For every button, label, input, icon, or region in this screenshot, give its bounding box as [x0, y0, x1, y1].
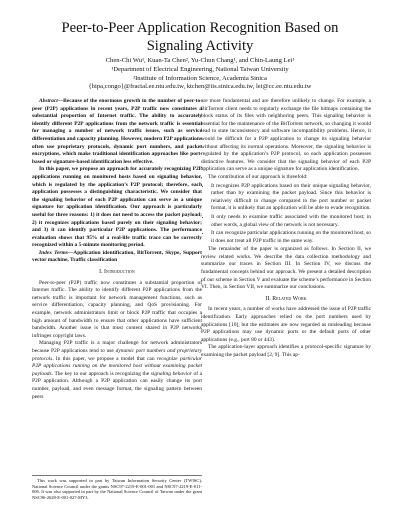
author-emails: {bipa,congo}@fractal.ee.ntu.edu.tw, ktchen@iis.sinica.edu.tw, lei@cc.ee.ntu.edu.tw	[88, 83, 312, 91]
intro-emphasis: dynamic port numbers and proprietary protocols	[32, 348, 202, 362]
section-heading-introduction: I. Introduction	[99, 269, 135, 276]
index-terms-text: —Application identification, BitTorrent, Skype, Support vector machine, Traffic classification	[32, 249, 202, 264]
organization-paragraph: The remainder of the paper is organized as follows. In Section II, we review related works. We describe the data collection methodology and summarize our traces in Section III. In Section IV, we discuss the fundamental concepts behind our approach. We present a detailed description of our scheme in Section V and evaluate the scheme’s performance in Section VI. Then, in Section VII, we summarize our conclusions.	[201, 246, 371, 291]
abstract-lead: Abstract	[39, 98, 58, 104]
index-terms	[32, 250, 202, 265]
affiliation-1: ¹Department of Electrical Engineering, National Taiwan University	[111, 65, 289, 73]
index-terms-lead: Index Terms	[39, 249, 68, 256]
paper-title	[0, 19, 400, 55]
intro-text: . In this paper, we propose a model that can	[52, 355, 157, 362]
abstract-text: —Because of the enormous growth in the number of peer-to-peer (P2P) applications in recent years, P2P traffic now constitutes a substantial proportion of Internet traffic. The ability to accurately identify different P2P applications from the network traffic is essential for managing a number of network traffic issues, such as service differentiation and capacity planning. However, modern P2P applications often use proprietary protocols, dynamic port numbers, and packet encryptions, which make traditional identification approaches like port-based or signature-based identification less effective.	[32, 98, 202, 165]
author-block	[0, 57, 400, 92]
abstract-paragraph-2: In this paper, we propose an approach for accurately recognizing P2P applications running on monitored hosts based on signaling behavior, which is regulated by the application’s P2P protocol; therefore, each application possesses a distinguishing characteristic. We consider that the signaling behavior of each P2P application can serve as a unique signature for application identification. Our approach is particularly useful for three reasons: 1) it does not need to access the packet payload; 2) it recognizes applications based purely on their signaling behavior; and 3) it can identify particular P2P applications. The performance evaluation shows that 95% of a real-life traffic trace can be correctly recognized within a 5-minute monitoring period.	[32, 166, 202, 249]
left-column	[32, 98, 202, 401]
intro-text: . The key to our approach is recognizing the	[51, 370, 151, 377]
intro-paragraph-1: Peer-to-peer (P2P) traffic now constitutes a substantial proportion of Internet traffic. The ability to identify different P2P applications from the network traffic is important for network management functions, such as service differentiation, capacity planning, and QoS provisioning. For example, network administrators limit or block P2P traffic that occupies a high amount of bandwidth to ensure that other applications have sufficient bandwidth. Another issue is that most content shared in P2P networks infringes copyright laws.	[32, 279, 202, 339]
body-paragraph: are more fundamental and are therefore unlikely to change. For example, a BitTorrent client needs to regularly exchange the file bitmaps containing the block status of its files with neighboring peers. This signaling behavior is essential for the maintenance of the BitTorrent network, so changing it would lead to state inconsistency and software incompatibility problems. Hence, it would be difficult for a P2P application to change its signaling behavior without affecting its normal operations. Moreover, the signaling behavior is regulated by the application’s P2P protocol, so each application possesses distinctive features. We consider that the signaling behavior of each P2P application can serve as a unique signature for application identification.	[201, 98, 371, 173]
title-line-1: Peer-to-Peer Application Recognition Based on	[61, 20, 339, 36]
section-heading-related-work: II. Related Work	[265, 295, 307, 302]
intro-paragraph-2	[32, 340, 202, 401]
intro-emphasis: recognize particular P2P applications running on the monitored host without examining packet payloads	[32, 355, 202, 377]
intro-text: Managing P2P traffic is a major challenge for network administrators because P2P applications tend to use	[32, 340, 202, 354]
affiliation-2: ²Institute of Information Science, Academia Sinica	[133, 74, 267, 82]
abstract-paragraph	[32, 98, 202, 166]
author-names: Chen-Chi Wu¹, Kuan-Ta Chen², Yu-Chun Chang¹, and Chin-Laung Lei¹	[105, 57, 295, 64]
title-line-2: Signaling Activity	[146, 38, 254, 54]
contribution-intro: The contribution of our approach is threefold:	[208, 173, 308, 180]
intro-text: of a P2P application. Although a P2P application can easily change its port number, payload, and even message format, the signaling pattern between peers	[32, 370, 203, 400]
list-item: • It recognizes P2P applications based on their unique signaling behavior, rather than by examining the packet payload. Since this behavior is relatively difficult to change compared to the port number or packet format, it is unlikely that an application will be able to evade recognition.	[211, 183, 371, 213]
right-column	[201, 98, 371, 360]
related-work-paragraph-1: In recent years, a number of works have addressed the issue of P2P traffic identification. Early approaches relied on the port numbers used by applications [10], but the estimates are now regarded as misleading because P2P applications may use dynamic ports or the default ports of other applications (e.g., port 80 or 443).	[201, 306, 371, 343]
footnote-text: This work was supported in part by Taiwan Information Security Center (TWISC), National Science Council under the grants NSC97-2219-E-001-001 and NSC97-2219-E-011-006. It was also supported in part by the National Science Council of Taiwan under the grant NSC96-2628-E-001-027-MY3.	[32, 478, 202, 500]
list-item: • It only needs to examine traffic associated with the monitored host; in other words, a global view of the network is not necessary.	[211, 214, 371, 229]
funding-footnote	[32, 475, 202, 500]
list-item: • It can recognize particular applications running on the monitored host, so it does not treat all P2P traffic in the same way.	[211, 230, 371, 245]
related-work-paragraph-2: The application-layer approach identifies a protocol-specific signature by examining the packet payload [2, 9]. This ap-	[201, 344, 371, 358]
intro-emphasis: signaling behavior	[150, 370, 192, 377]
contribution-list	[201, 183, 371, 246]
